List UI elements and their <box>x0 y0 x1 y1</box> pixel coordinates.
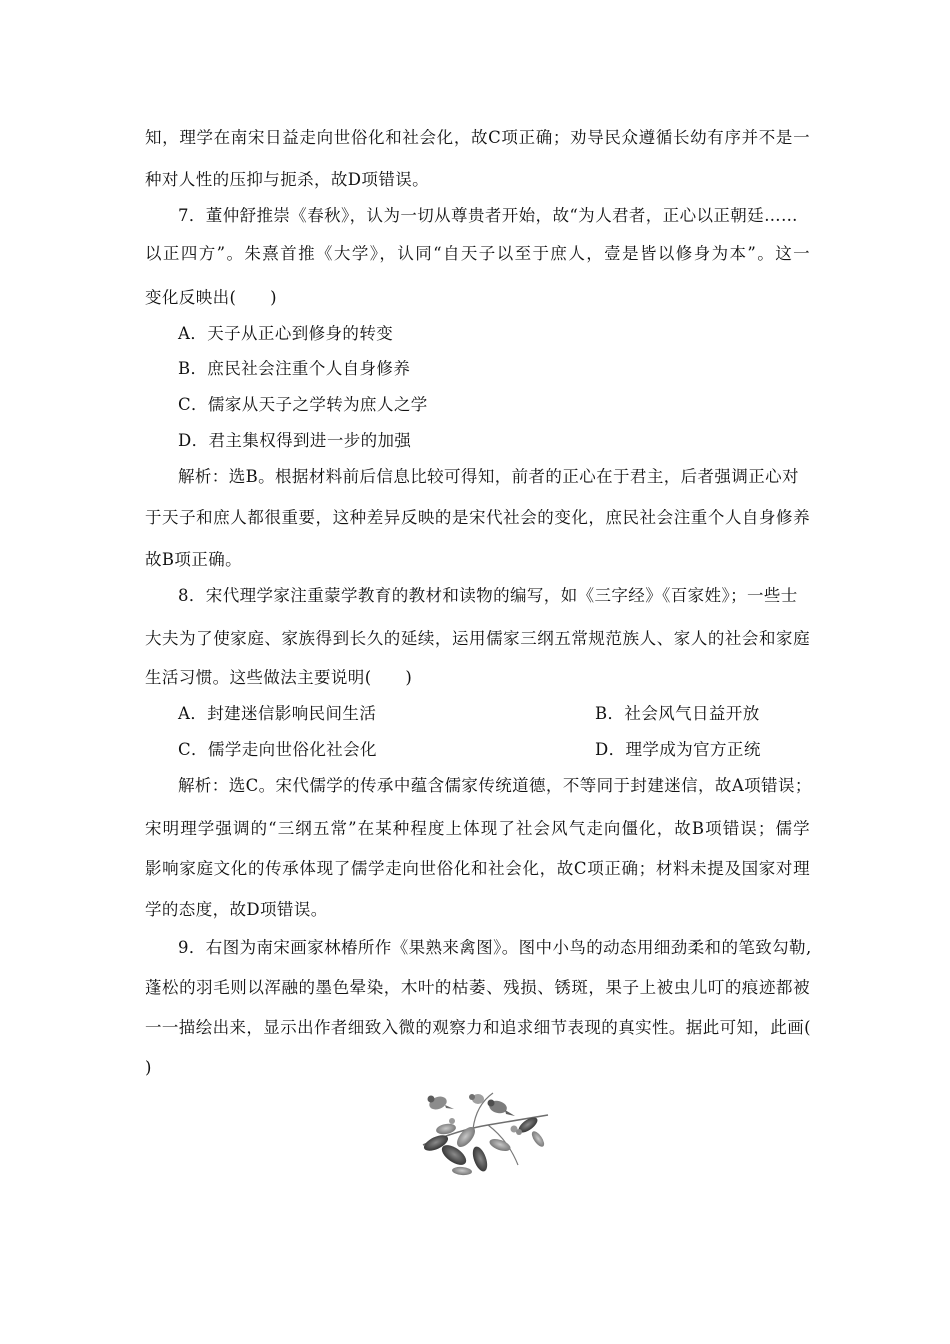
option-d: D．理学成为官方正统 <box>595 740 761 759</box>
analysis-7: 解析：选B。根据材料前后信息比较可得知，前者的正心在于君主，后者强调正心对 <box>178 467 799 486</box>
option-b: B．庶民社会注重个人自身修养 <box>178 359 411 378</box>
text-line: 变化反映出( ) <box>145 288 277 307</box>
text-line: 学的态度，故D项错误。 <box>145 900 328 919</box>
option-a: A．天子从正心到修身的转变 <box>178 324 394 343</box>
question-9: 9．右图为南宋画家林椿所作《果熟来禽图》。图中小鸟的动态用细劲柔和的笔致勾勒, <box>178 938 812 957</box>
painting-birds-fruit-icon <box>418 1085 550 1177</box>
text-line: 一一描绘出来，显示出作者细致入微的观察力和追求细节表现的真实性。据此可知，此画( <box>145 1018 811 1037</box>
text-line: 以正四方”。朱熹首推《大学》，认同“自天子以至于庶人，壹是皆以修身为本”。这一 <box>145 244 810 263</box>
option-d: D．君主集权得到进一步的加强 <box>178 431 412 450</box>
text-line: 故B项正确。 <box>145 550 243 569</box>
option-c: C．儒学走向世俗化社会化 <box>178 740 377 759</box>
text-line: 于天子和庶人都很重要，这种差异反映的是宋代社会的变化，庶民社会注重个人自身修养 <box>145 508 810 527</box>
text-line: 影响家庭文化的传承体现了儒学走向世俗化和社会化，故C项正确；材料未提及国家对理 <box>145 859 810 878</box>
analysis-8: 解析：选C。宋代儒学的传承中蕴含儒家传统道德，不等同于封建迷信，故A项错误； <box>178 776 812 795</box>
text-line: 大夫为了使家庭、家族得到长久的延续，运用儒家三纲五常规范族人、家人的社会和家庭 <box>145 629 810 648</box>
text-line: ) <box>145 1058 152 1077</box>
text-line: 生活习惯。这些做法主要说明( ) <box>145 668 413 687</box>
text-line: 宋明理学强调的“三纲五常”在某种程度上体现了社会风气走向僵化，故B项错误；儒学 <box>145 819 810 838</box>
option-c: C．儒家从天子之学转为庶人之学 <box>178 395 428 414</box>
question-8: 8．宋代理学家注重蒙学教育的教材和读物的编写，如《三字经》《百家姓》；一些士 <box>178 586 798 605</box>
text-line: 知，理学在南宋日益走向世俗化和社会化，故C项正确；劝导民众遵循长幼有序并不是一 <box>145 128 810 147</box>
question-7: 7．董仲舒推崇《春秋》，认为一切从尊贵者开始，故“为人君者，正心以正朝廷…… <box>178 206 798 225</box>
option-b: B．社会风气日益开放 <box>595 704 760 723</box>
text-line: 种对人性的压抑与扼杀，故D项错误。 <box>145 170 430 189</box>
text-line: 蓬松的羽毛则以浑融的墨色晕染，木叶的枯萎、残损、锈斑，果子上被虫儿叮的痕迹都被 <box>145 978 810 997</box>
option-a: A．封建迷信影响民间生活 <box>178 704 377 723</box>
